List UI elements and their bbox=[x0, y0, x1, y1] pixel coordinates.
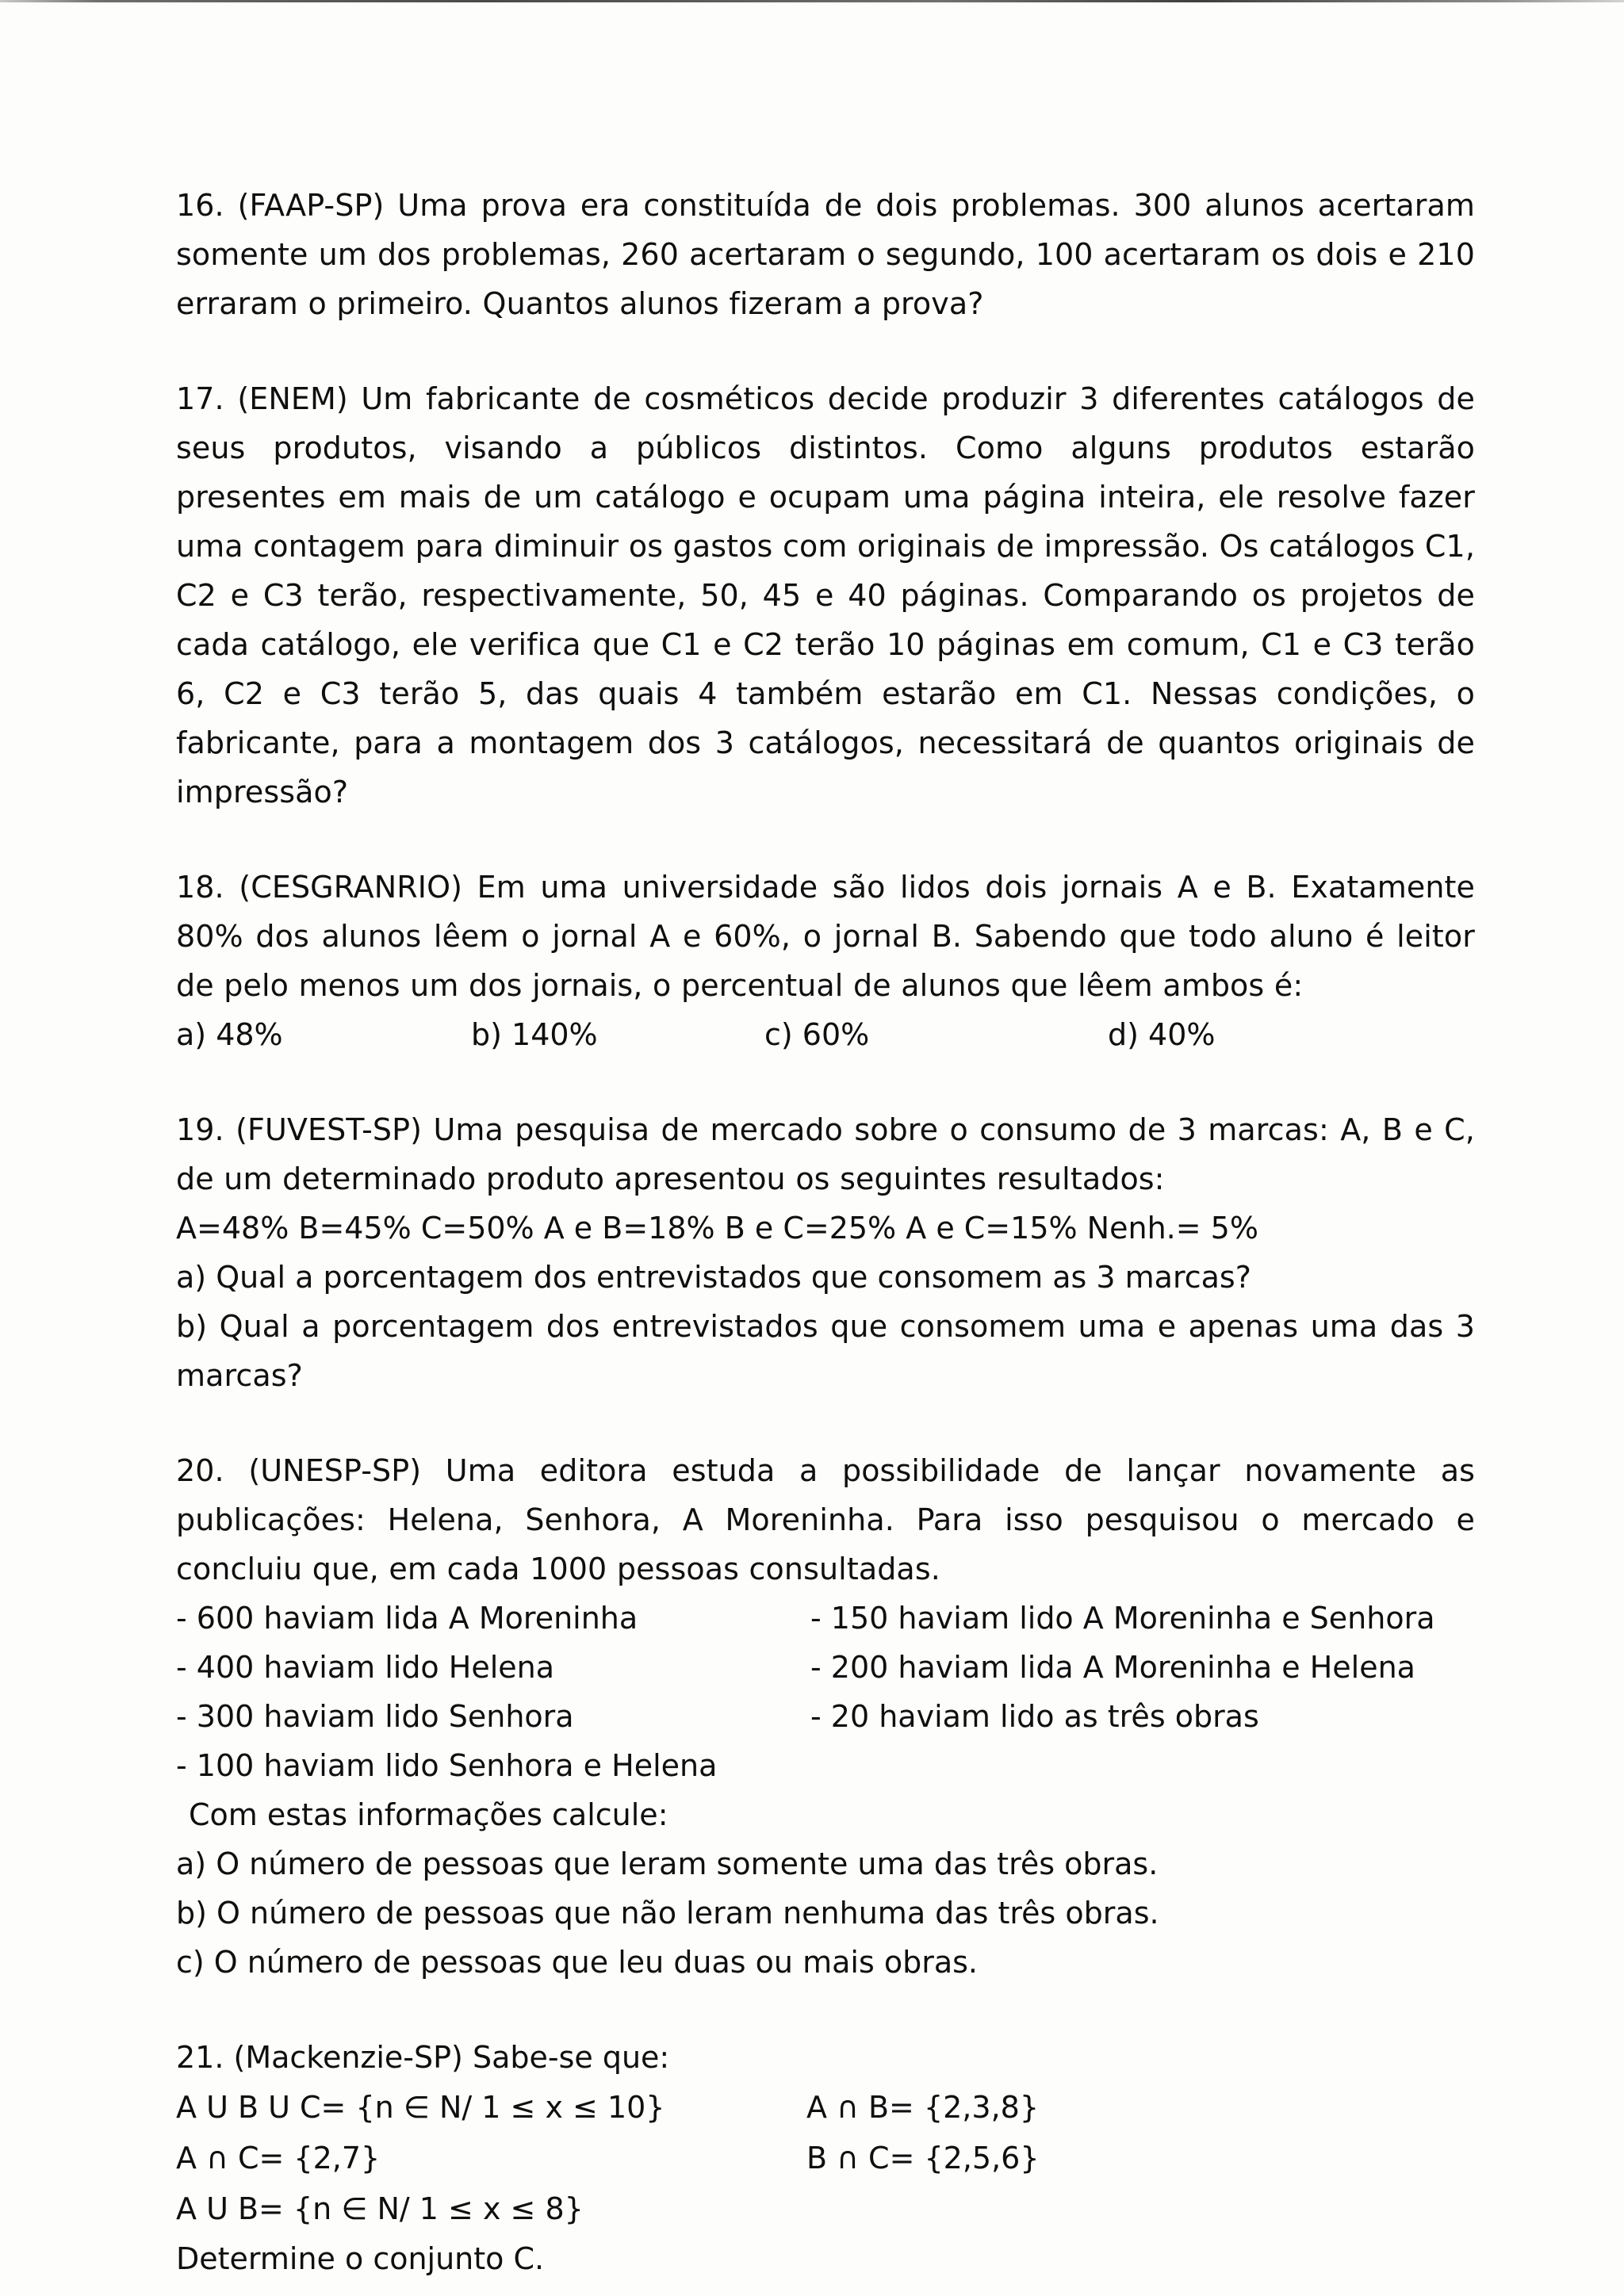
list-item: - 300 haviam lido Senhora bbox=[176, 1699, 574, 1734]
list-item: - 150 haviam lido A Moreninha e Senhora bbox=[810, 1601, 1435, 1636]
question-21-closing: Determine o conjunto C. bbox=[176, 2241, 545, 2276]
question-20-survey-list bbox=[176, 1594, 1475, 1790]
option-a[interactable]: a) 48% bbox=[176, 1017, 283, 1052]
set-equation-intersect-bc: B ∩ C= {2,5,6} bbox=[806, 2141, 1040, 2175]
question-16-body: 16. (FAAP-SP) Uma prova era constituída de dois problemas. 300 alunos acertaram somente um dos problemas, 260 acertaram o segundo, 100 acertaram os dois e 210 erraram o primeiro. Quantos alunos fizeram a prova? bbox=[176, 188, 1475, 321]
question-20-sub-b: b) O número de pessoas que não leram nenhuma das três obras. bbox=[176, 1896, 1159, 1931]
question-17-body: 17. (ENEM) Um fabricante de cosméticos decide produzir 3 diferentes catálogos de seus produtos, visando a públicos distintos. Como alguns produtos estarão presentes em mais de um catálogo e ocupam uma página inteira, ele resolve fazer uma contagem para diminuir os gastos com originais de impressão. Os catálogos C1, C2 e C3 terão, respectivamente, 50, 45 e 40 páginas. Comparando os projetos de cada catálogo, ele verifica que C1 e C2 terão 10 páginas em comum, C1 e C3 terão 6, C2 e C3 terão 5, das quais 4 também estarão em C1. Nessas condições, o fabricante, para a montagem dos 3 catálogos, necessitará de quantos originais de impressão? bbox=[176, 381, 1476, 809]
list-item: - 200 haviam lida A Moreninha e Helena bbox=[810, 1650, 1415, 1685]
set-equation-row bbox=[176, 2183, 1475, 2234]
question-16 bbox=[176, 181, 1475, 328]
question-19-sub-b: b) Qual a porcentagem dos entrevistados que consomem uma e apenas uma das 3 marcas? bbox=[176, 1309, 1475, 1393]
question-18-body: 18. (CESGRANRIO) Em uma universidade são lidos dois jornais A e B. Exatamente 80% dos alunos lêem o jornal A e 60%, o jornal B. Sabendo que todo aluno é leitor de pelo menos um dos jornais, o percentual de alunos que lêem ambos é: bbox=[176, 870, 1475, 1003]
list-item: - 100 haviam lido Senhora e Helena bbox=[176, 1748, 718, 1783]
option-b[interactable]: b) 140% bbox=[471, 1017, 598, 1052]
list-item: - 400 haviam lido Helena bbox=[176, 1650, 555, 1685]
question-20-intro: 20. (UNESP-SP) Uma editora estuda a possibilidade de lançar novamente as publicações: Helena, Senhora, A Moreninha. Para isso pesquisou o mercado e concluiu que, em cada 1000 pessoas consultadas. bbox=[176, 1453, 1475, 1586]
question-18 bbox=[176, 863, 1475, 1059]
question-20-sub-a: a) O número de pessoas que leram somente uma das três obras. bbox=[176, 1846, 1159, 1881]
set-equation-row bbox=[176, 2082, 1475, 2133]
scan-edge-top bbox=[0, 0, 1624, 2]
option-c[interactable]: c) 60% bbox=[764, 1017, 870, 1052]
question-19-intro: 19. (FUVEST-SP) Uma pesquisa de mercado sobre o consumo de 3 marcas: A, B e C, de um determinado produto apresentou os seguintes resultados: bbox=[176, 1112, 1475, 1196]
set-equation-intersect-ab: A ∩ B= {2,3,8} bbox=[806, 2090, 1039, 2125]
question-18-options bbox=[176, 1010, 1475, 1059]
set-equation-union-ab: A U B= {n ∈ N/ 1 ≤ x ≤ 8} bbox=[176, 2191, 584, 2226]
question-17 bbox=[176, 374, 1475, 817]
question-20 bbox=[176, 1446, 1475, 1987]
question-21-intro: 21. (Mackenzie-SP) Sabe-se que: bbox=[176, 2040, 670, 2075]
list-item: - 600 haviam lida A Moreninha bbox=[176, 1601, 638, 1636]
question-20-calc-intro: Com estas informações calcule: bbox=[189, 1797, 668, 1832]
list-item: - 20 haviam lido as três obras bbox=[810, 1699, 1259, 1734]
set-equation-union-abc: A U B U C= {n ∈ N/ 1 ≤ x ≤ 10} bbox=[176, 2090, 665, 2125]
document-body bbox=[176, 181, 1475, 2296]
question-20-sub-c: c) O número de pessoas que leu duas ou mais obras. bbox=[176, 1945, 978, 1980]
survey-list-right-column bbox=[810, 1594, 1477, 1741]
set-equation-intersect-ac: A ∩ C= {2,7} bbox=[176, 2141, 381, 2175]
set-equation-row bbox=[176, 2133, 1475, 2183]
option-d[interactable]: d) 40% bbox=[1108, 1017, 1216, 1052]
survey-list-left-column bbox=[176, 1594, 810, 1790]
question-21 bbox=[176, 2033, 1475, 2283]
question-19 bbox=[176, 1105, 1475, 1400]
question-19-data-line: A=48% B=45% C=50% A e B=18% B e C=25% A e C=15% Nenh.= 5% bbox=[176, 1211, 1258, 1246]
question-19-sub-a: a) Qual a porcentagem dos entrevistados que consomem as 3 marcas? bbox=[176, 1260, 1251, 1295]
